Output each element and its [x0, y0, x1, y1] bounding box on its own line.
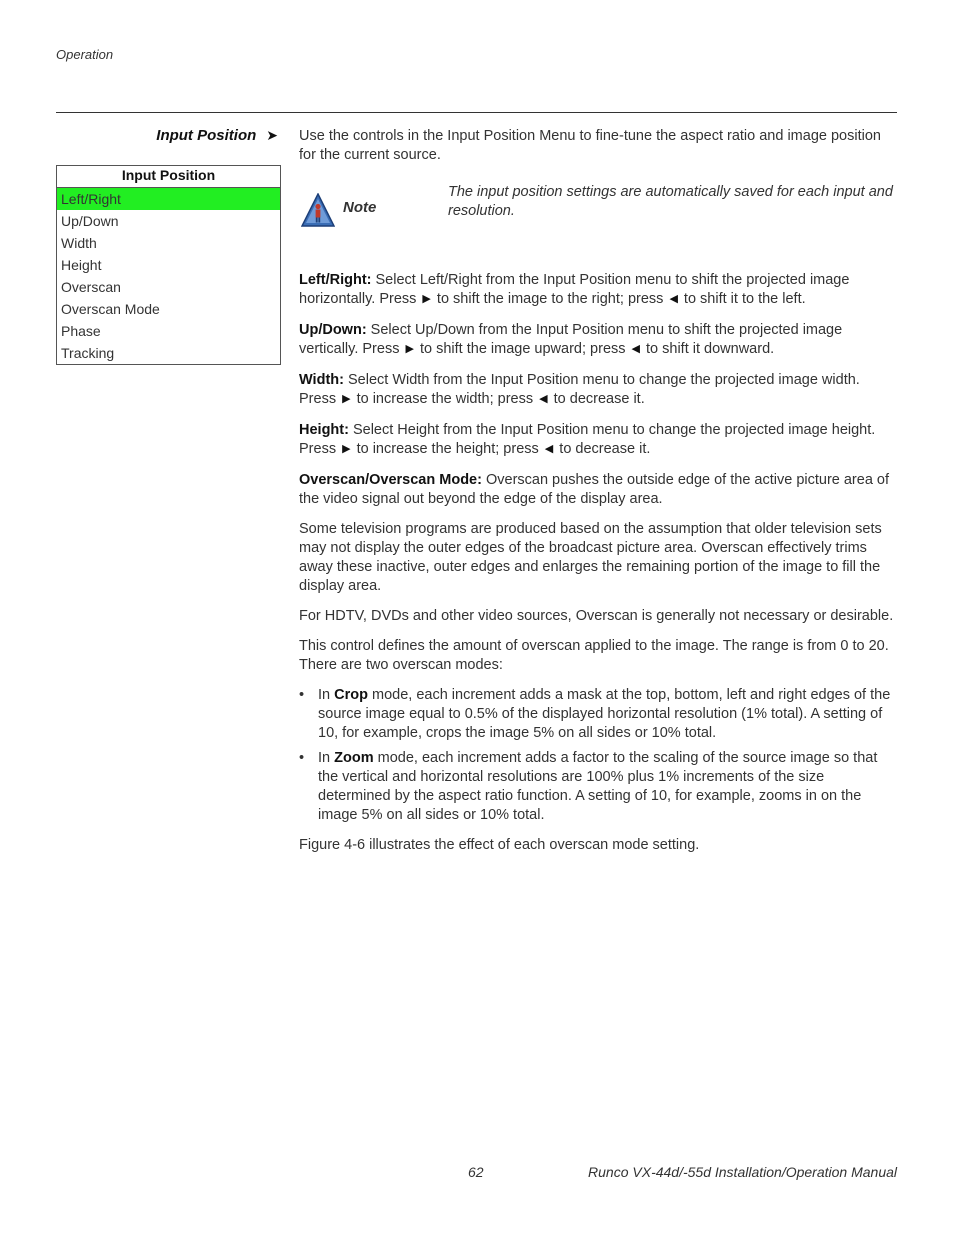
bullet-icon: •: [299, 687, 305, 703]
section-title: Input Position: [156, 127, 257, 144]
right-triangle-icon: ▶: [342, 393, 351, 405]
overscan-modes-list: [299, 686, 899, 825]
width-paragraph: [299, 371, 899, 410]
width-text-2: to increase the width; press: [352, 391, 538, 407]
overscan-text: Overscan pushes the outside edge of the active picture area of the video signal out beyond the edge of the display area.: [299, 472, 890, 507]
overscan-term: Overscan/Overscan Mode:: [299, 472, 482, 488]
left-right-text-2: to shift the image to the right; press: [432, 291, 668, 307]
overscan-paragraph: [299, 471, 899, 509]
menu-item-height[interactable]: Height: [61, 257, 102, 273]
note-box: [299, 183, 899, 251]
menu-item-up-down[interactable]: Up/Down: [61, 213, 119, 229]
width-text-1: Select Width from the Input Position menu to change the projected image width. Press: [299, 372, 860, 407]
zoom-pre: In: [318, 750, 335, 766]
crop-term: Crop: [334, 687, 368, 703]
menu-item-tracking[interactable]: Tracking: [61, 345, 115, 361]
input-position-menu: [56, 165, 281, 365]
bullet-icon: •: [299, 750, 305, 766]
note-label: Note: [343, 199, 377, 216]
left-triangle-icon: ◀: [544, 443, 554, 455]
height-paragraph: [299, 421, 899, 460]
left-triangle-icon: ◀: [631, 343, 640, 355]
left-right-text-1: Select Left/Right from the Input Position menu to shift the projected image horizontally. Press: [299, 272, 850, 307]
menu-item-phase[interactable]: Phase: [61, 323, 101, 339]
up-down-text-1: Select Up/Down from the Input Position menu to shift the projected image vertically. Press: [299, 322, 843, 357]
left-triangle-icon: ◀: [539, 393, 548, 405]
list-item-zoom: [299, 749, 899, 825]
left-right-term: Left/Right:: [299, 272, 372, 288]
crop-pre: In: [318, 687, 335, 703]
left-triangle-icon: ◀: [669, 293, 678, 305]
menu-item-left-right[interactable]: Left/Right: [57, 188, 280, 210]
right-triangle-icon: ▶: [342, 443, 351, 455]
menu-item-overscan-mode[interactable]: Overscan Mode: [61, 301, 160, 317]
width-term: Width:: [299, 372, 344, 388]
height-text-1: Select Height from the Input Position menu to change the projected image height. Press: [299, 422, 876, 457]
zoom-term: Zoom: [334, 750, 374, 766]
height-term: Height:: [299, 422, 349, 438]
running-head: Operation: [56, 47, 114, 62]
up-down-term: Up/Down:: [299, 322, 367, 338]
header-rule: [56, 112, 897, 113]
warning-triangle-figure-icon: [301, 193, 335, 227]
arrow-right-icon: ➤: [266, 127, 278, 143]
body-column: [299, 127, 899, 866]
left-right-text-3: to shift it to the left.: [679, 291, 806, 307]
menu-item-overscan[interactable]: Overscan: [61, 279, 121, 295]
figure-reference: Figure 4-6 illustrates the effect of each overscan mode setting.: [299, 837, 700, 853]
right-triangle-icon: ▶: [422, 293, 431, 305]
list-item-crop: [299, 686, 899, 743]
zoom-text: mode, each increment adds a factor to the scaling of the source image so that the vertical and horizontal resolutions are 100% plus 1% increments of the size determined by the aspect ratio function. A setting of 10, for example, zooms in on the image 5% on all sides or 10% total.: [318, 750, 878, 823]
width-text-3: to decrease it.: [549, 391, 645, 407]
height-text-3: to decrease it.: [555, 441, 651, 457]
up-down-text-3: to shift it downward.: [642, 341, 775, 357]
tv-paragraph: Some television programs are produced based on the assumption that older television sets may not display the outer edges of the broadcast picture area. Overscan effectively trims away these inactive, outer edges and enlarges the remaining portion of the image to fill the display area.: [299, 521, 882, 594]
up-down-paragraph: [299, 321, 899, 360]
note-text: The input position settings are automatically saved for each input and resolution.: [448, 184, 893, 219]
intro-paragraph: Use the controls in the Input Position Menu to fine-tune the aspect ratio and image position for the current source.: [299, 128, 881, 163]
menu-item-width[interactable]: Width: [61, 235, 97, 251]
crop-text: mode, each increment adds a mask at the top, bottom, left and right edges of the source image equal to 0.5% of the displayed horizontal resolution (1% total). A setting of 10, for example, crops the image 5% on all sides or 10% total.: [318, 687, 891, 741]
hdtv-paragraph: For HDTV, DVDs and other video sources, Overscan is generally not necessary or desirable.: [299, 608, 894, 624]
page-number: 62: [468, 1164, 484, 1180]
manual-title: Runco VX-44d/-55d Installation/Operation Manual: [588, 1164, 897, 1180]
left-right-paragraph: [299, 271, 899, 310]
menu-title: Input Position: [57, 166, 280, 188]
range-paragraph: This control defines the amount of overscan applied to the image. The range is from 0 to 20. There are two overscan modes:: [299, 638, 889, 673]
height-text-2: to increase the height; press: [352, 441, 543, 457]
section-heading: [56, 127, 278, 144]
up-down-text-2: to shift the image upward; press: [415, 341, 630, 357]
right-triangle-icon: ▶: [405, 343, 414, 355]
